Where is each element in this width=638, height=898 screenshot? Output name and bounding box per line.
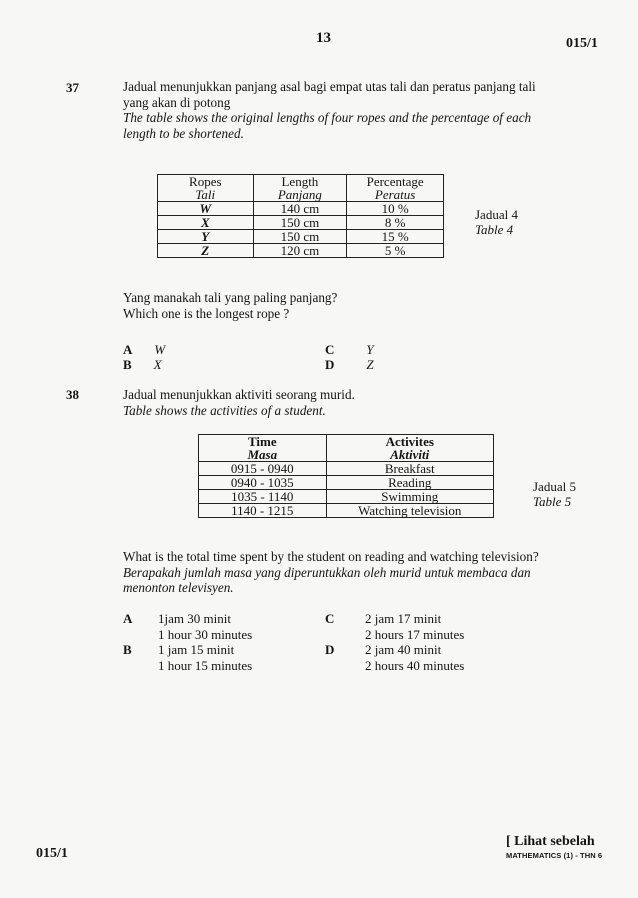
option-value: X bbox=[153, 357, 162, 372]
activity-cell: Watching television bbox=[326, 504, 493, 518]
table-5-header-row bbox=[199, 435, 494, 462]
table-row bbox=[158, 202, 444, 216]
time-cell: 1140 - 1215 bbox=[199, 504, 327, 518]
option-text-ms: 1 jam 15 minit bbox=[158, 642, 235, 657]
q37-stem-en-line2: length to be shortened. bbox=[123, 125, 244, 141]
question-37-prompt bbox=[123, 290, 337, 321]
option-b[interactable] bbox=[123, 356, 162, 374]
q38-question-ms-line1: Berapakah jumlah masa yang diperuntukkan oleh murid untuk membaca dan bbox=[123, 564, 531, 580]
q38-stem-ms: Jadual menunjukkan aktiviti seorang murid. bbox=[123, 387, 355, 402]
rope-name-cell: W bbox=[158, 202, 254, 216]
option-letter: C bbox=[325, 342, 335, 357]
table-4-header-ropes: Ropes Tali bbox=[158, 175, 254, 202]
table-5 bbox=[198, 434, 494, 518]
table-4-header-row bbox=[158, 175, 444, 202]
q37-stem-en-line1: The table shows the original lengths of four ropes and the percentage of each bbox=[123, 110, 532, 125]
option-letter: D bbox=[325, 642, 335, 657]
paper-code-footer: 015/1 bbox=[36, 846, 68, 861]
length-cell: 140 cm bbox=[253, 202, 347, 216]
table-row bbox=[158, 216, 444, 230]
option-letter: A bbox=[123, 611, 133, 626]
option-text-ms: 1jam 30 minit bbox=[158, 611, 231, 626]
page-number: 13 bbox=[316, 30, 331, 46]
activity-cell: Breakfast bbox=[326, 462, 493, 476]
option-value: Y bbox=[366, 342, 374, 357]
percentage-cell: 10 % bbox=[347, 202, 444, 216]
option-text-en: 1 hour 15 minutes bbox=[158, 657, 253, 673]
question-38-number: 38 bbox=[66, 387, 79, 402]
option-value: Z bbox=[366, 357, 374, 372]
option-text-en: 2 hours 17 minutes bbox=[365, 626, 465, 642]
time-cell: 1035 - 1140 bbox=[199, 490, 327, 504]
table-row bbox=[199, 504, 494, 518]
option-text-en: 2 hours 40 minutes bbox=[365, 657, 465, 673]
question-38-prompt bbox=[123, 549, 603, 596]
rope-name-cell: Y bbox=[158, 230, 254, 244]
option-text-en: 1 hour 30 minutes bbox=[158, 626, 253, 642]
table-5-header-activities: Activites Aktiviti bbox=[326, 435, 493, 462]
percentage-cell: 15 % bbox=[347, 230, 444, 244]
length-cell: 150 cm bbox=[253, 216, 347, 230]
q37-stem-ms-line1: Jadual menunjukkan panjang asal bagi empat utas tali dan peratus panjang tali bbox=[123, 79, 536, 94]
percentage-cell: 8 % bbox=[347, 216, 444, 230]
percentage-cell: 5 % bbox=[347, 244, 444, 258]
table-row bbox=[199, 490, 494, 504]
option-letter: B bbox=[123, 357, 132, 372]
table-row bbox=[199, 476, 494, 490]
time-cell: 0940 - 1035 bbox=[199, 476, 327, 490]
table-4-header-percentage: Percentage Peratus bbox=[347, 175, 444, 202]
option-text-ms: 2 jam 17 minit bbox=[365, 611, 442, 626]
table-5-label-ms: Jadual 5 bbox=[533, 479, 576, 494]
option-letter: B bbox=[123, 642, 132, 657]
option-text bbox=[158, 642, 318, 673]
option-text bbox=[365, 611, 525, 642]
option-value: W bbox=[154, 342, 166, 357]
option-letter: C bbox=[325, 611, 335, 626]
table-row bbox=[199, 462, 494, 476]
option-text-ms: 2 jam 40 minit bbox=[365, 642, 442, 657]
table-5-label bbox=[533, 479, 576, 509]
table-4-label-en: Table 4 bbox=[475, 222, 514, 237]
q37-question-ms: Yang manakah tali yang paling panjang? bbox=[123, 290, 338, 305]
length-cell: 120 cm bbox=[253, 244, 347, 258]
table-5-label-en: Table 5 bbox=[533, 494, 572, 509]
option-letter: A bbox=[123, 342, 133, 357]
q38-question-ms-line2: menonton televisyen. bbox=[123, 580, 234, 595]
table-row bbox=[158, 244, 444, 258]
subject-label: MATHEMATICS (1) - THN 6 bbox=[506, 851, 603, 860]
question-38-stem bbox=[123, 387, 355, 418]
table-5-header-time: Time Masa bbox=[199, 435, 327, 462]
q37-question-en: Which one is the longest rope ? bbox=[123, 305, 290, 321]
activity-cell: Reading bbox=[326, 476, 493, 490]
table-row bbox=[158, 230, 444, 244]
rope-name-cell: Z bbox=[158, 244, 254, 258]
q37-stem-ms-line2: yang akan di potong bbox=[123, 94, 231, 110]
table-4-label-ms: Jadual 4 bbox=[475, 207, 518, 222]
turn-over-note: [ Lihat sebelah bbox=[506, 834, 595, 849]
length-cell: 150 cm bbox=[253, 230, 347, 244]
option-d[interactable] bbox=[325, 356, 374, 374]
time-cell: 0915 - 0940 bbox=[199, 462, 327, 476]
rope-name-cell: X bbox=[158, 216, 254, 230]
table-4-label bbox=[475, 207, 518, 237]
question-37-number: 37 bbox=[66, 80, 79, 95]
option-letter: D bbox=[325, 357, 335, 372]
question-37-stem bbox=[123, 79, 583, 141]
option-text bbox=[365, 642, 525, 673]
table-4 bbox=[157, 174, 444, 258]
q38-question-en: What is the total time spent by the student on reading and watching television? bbox=[123, 549, 539, 564]
option-text bbox=[158, 611, 318, 642]
q38-stem-en: Table shows the activities of a student. bbox=[123, 402, 326, 418]
paper-code-header: 015/1 bbox=[566, 36, 598, 51]
table-4-header-length: Length Panjang bbox=[253, 175, 347, 202]
activity-cell: Swimming bbox=[326, 490, 493, 504]
